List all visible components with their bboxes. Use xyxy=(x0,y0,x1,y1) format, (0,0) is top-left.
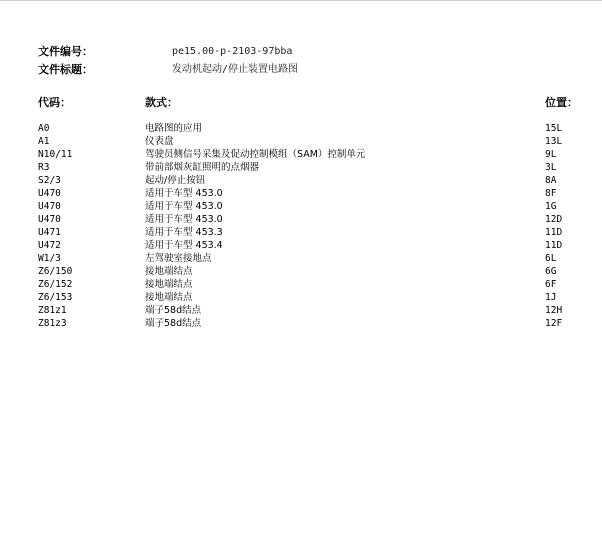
table-row xyxy=(0,213,602,226)
row-description: 接地端结点 xyxy=(145,292,193,303)
row-position: 11D xyxy=(545,227,563,238)
table-row xyxy=(0,278,602,291)
row-code: R3 xyxy=(38,162,50,173)
row-position: 9L xyxy=(545,149,557,160)
row-code: Z6/152 xyxy=(38,279,73,290)
column-header-desc: 款式： xyxy=(145,96,178,109)
column-header-pos: 位置： xyxy=(545,96,578,109)
table-row xyxy=(0,265,602,278)
doc-number-label: 文件编号： xyxy=(38,45,93,58)
row-position: 1J xyxy=(545,292,557,303)
row-code: Z6/153 xyxy=(38,292,73,303)
table-row xyxy=(0,174,602,187)
row-code: N10/11 xyxy=(38,149,73,160)
row-position: 12D xyxy=(545,214,563,225)
row-position: 8A xyxy=(545,175,557,186)
row-code: U470 xyxy=(38,188,61,199)
row-description: 端子58d结点 xyxy=(145,318,202,329)
row-code: U472 xyxy=(38,240,61,251)
doc-title-label: 文件标题： xyxy=(38,63,93,76)
row-code: S2/3 xyxy=(38,175,61,186)
doc-number-value: pe15.00-p-2103-97bba xyxy=(172,46,293,57)
table-row xyxy=(0,122,602,135)
table-row xyxy=(0,161,602,174)
row-code: Z81z3 xyxy=(38,318,67,329)
row-position: 15L xyxy=(545,123,563,134)
table-row xyxy=(0,200,602,213)
table-row xyxy=(0,291,602,304)
row-description: 仪表盘 xyxy=(145,136,174,147)
row-description: 适用于车型 453.0 xyxy=(145,214,223,225)
row-description: 适用于车型 453.4 xyxy=(145,240,223,251)
row-position: 12F xyxy=(545,318,563,329)
row-description: 端子58d结点 xyxy=(145,305,202,316)
table-row xyxy=(0,239,602,252)
row-description: 适用于车型 453.0 xyxy=(145,201,223,212)
table-row xyxy=(0,252,602,265)
row-position: 8F xyxy=(545,188,557,199)
table-row xyxy=(0,148,602,161)
row-code: W1/3 xyxy=(38,253,61,264)
row-code: Z6/150 xyxy=(38,266,73,277)
row-code: U471 xyxy=(38,227,61,238)
row-code: U470 xyxy=(38,214,61,225)
table-row xyxy=(0,304,602,317)
row-position: 13L xyxy=(545,136,563,147)
table-row xyxy=(0,135,602,148)
row-description: 接地端结点 xyxy=(145,266,193,277)
table-row xyxy=(0,226,602,239)
row-position: 6F xyxy=(545,279,557,290)
legend-table xyxy=(0,122,602,330)
row-description: 适用于车型 453.3 xyxy=(145,227,223,238)
top-divider xyxy=(0,0,602,1)
row-description: 电路图的应用 xyxy=(145,123,203,134)
row-position: 11D xyxy=(545,240,563,251)
row-description: 适用于车型 453.0 xyxy=(145,188,223,199)
row-code: A1 xyxy=(38,136,50,147)
row-code: U470 xyxy=(38,201,61,212)
row-description: 起动/停止按钮 xyxy=(145,175,206,186)
column-header-code: 代码： xyxy=(38,96,71,109)
row-code: A0 xyxy=(38,123,50,134)
row-description: 左驾驶室接地点 xyxy=(145,253,212,264)
doc-title-value: 发动机起动/停止装置电路图 xyxy=(172,64,299,75)
row-position: 6G xyxy=(545,266,557,277)
row-code: Z81z1 xyxy=(38,305,67,316)
table-row xyxy=(0,187,602,200)
row-description: 驾驶员侧信号采集及促动控制模组（SAM）控制单元 xyxy=(145,149,366,160)
row-position: 3L xyxy=(545,162,557,173)
row-description: 带前部烟灰缸照明的点烟器 xyxy=(145,162,260,173)
row-position: 1G xyxy=(545,201,557,212)
row-position: 6L xyxy=(545,253,557,264)
row-position: 12H xyxy=(545,305,563,316)
row-description: 接地端结点 xyxy=(145,279,193,290)
table-row xyxy=(0,317,602,330)
